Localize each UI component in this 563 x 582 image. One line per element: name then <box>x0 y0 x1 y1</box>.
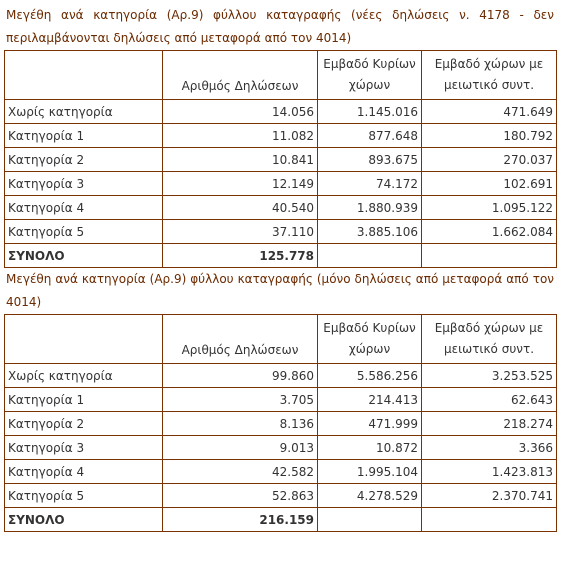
count-cell: 52.863 <box>163 484 318 508</box>
table1 <box>4 50 557 268</box>
row-label: Κατηγορία 4 <box>5 196 163 220</box>
main-area-cell: 74.172 <box>318 172 422 196</box>
row-label: Κατηγορία 1 <box>5 124 163 148</box>
reduced-area-cell: 3.253.525 <box>422 364 557 388</box>
table2-caption: Μεγέθη ανά κατηγορία (Αρ.9) φύλλου καταγραφής (μόνο δηλώσεις από μεταφορά από τον 4014) <box>6 272 554 309</box>
row-label: Χωρίς κατηγορία <box>5 364 163 388</box>
main-area-cell: 1.880.939 <box>318 196 422 220</box>
table-row <box>5 412 557 436</box>
reduced-area-cell: 3.366 <box>422 436 557 460</box>
main-area-cell: 893.675 <box>318 148 422 172</box>
count-cell: 42.582 <box>163 460 318 484</box>
main-area-cell: 3.885.106 <box>318 220 422 244</box>
reduced-area-cell: 471.649 <box>422 100 557 124</box>
total-empty-cell <box>422 508 557 532</box>
row-label: Κατηγορία 5 <box>5 220 163 244</box>
reduced-area-cell: 62.643 <box>422 388 557 412</box>
total-count: 216.159 <box>163 508 318 532</box>
table1-total-row <box>5 244 557 268</box>
table1-header-row <box>5 51 557 100</box>
main-area-cell: 471.999 <box>318 412 422 436</box>
row-label: Κατηγορία 2 <box>5 412 163 436</box>
main-area-cell: 214.413 <box>318 388 422 412</box>
table2-header-main-area: Εμβαδό Κυρίων χώρων <box>318 315 422 364</box>
main-area-cell: 877.648 <box>318 124 422 148</box>
table-row <box>5 460 557 484</box>
reduced-area-cell: 180.792 <box>422 124 557 148</box>
total-empty-cell <box>318 508 422 532</box>
count-cell: 8.136 <box>163 412 318 436</box>
reduced-area-cell: 1.423.813 <box>422 460 557 484</box>
reduced-area-cell: 1.095.122 <box>422 196 557 220</box>
table2-header-row <box>5 315 557 364</box>
count-cell: 3.705 <box>163 388 318 412</box>
table1-caption: Μεγέθη ανά κατηγορία (Αρ.9) φύλλου καταγραφής (νέες δηλώσεις ν. 4178 - δεν περιλαμβάνονται δηλώσεις από μεταφορά από τον 4014) <box>6 8 554 45</box>
row-label: Χωρίς κατηγορία <box>5 100 163 124</box>
reduced-area-cell: 102.691 <box>422 172 557 196</box>
table-row <box>5 388 557 412</box>
table-row <box>5 484 557 508</box>
row-label: Κατηγορία 5 <box>5 484 163 508</box>
reduced-area-cell: 270.037 <box>422 148 557 172</box>
row-label: Κατηγορία 2 <box>5 148 163 172</box>
reduced-area-cell: 1.662.084 <box>422 220 557 244</box>
table2 <box>4 314 557 532</box>
main-area-cell: 5.586.256 <box>318 364 422 388</box>
row-label: Κατηγορία 4 <box>5 460 163 484</box>
table-row <box>5 172 557 196</box>
table-row <box>5 196 557 220</box>
count-cell: 10.841 <box>163 148 318 172</box>
table1-header-empty <box>5 51 163 100</box>
table-row <box>5 364 557 388</box>
table1-header-count: Αριθμός Δηλώσεων <box>163 51 318 100</box>
main-area-cell: 4.278.529 <box>318 484 422 508</box>
main-area-cell: 1.995.104 <box>318 460 422 484</box>
reduced-area-cell: 2.370.741 <box>422 484 557 508</box>
table-row <box>5 220 557 244</box>
table1-header-main-area: Εμβαδό Κυρίων χώρων <box>318 51 422 100</box>
table1-header-reduced-area: Εμβαδό χώρων με μειωτικό συντ. <box>422 51 557 100</box>
table2-header-empty <box>5 315 163 364</box>
table-row <box>5 436 557 460</box>
table2-header-reduced-area: Εμβαδό χώρων με μειωτικό συντ. <box>422 315 557 364</box>
count-cell: 37.110 <box>163 220 318 244</box>
table2-header-count: Αριθμός Δηλώσεων <box>163 315 318 364</box>
row-label: Κατηγορία 3 <box>5 172 163 196</box>
table2-total-row <box>5 508 557 532</box>
reduced-area-cell: 218.274 <box>422 412 557 436</box>
row-label: Κατηγορία 3 <box>5 436 163 460</box>
total-empty-cell <box>422 244 557 268</box>
main-area-cell: 1.145.016 <box>318 100 422 124</box>
total-count: 125.778 <box>163 244 318 268</box>
statistics-document <box>4 4 556 532</box>
total-label: ΣΥΝΟΛΟ <box>5 508 163 532</box>
main-area-cell: 10.872 <box>318 436 422 460</box>
count-cell: 99.860 <box>163 364 318 388</box>
count-cell: 40.540 <box>163 196 318 220</box>
table-row <box>5 148 557 172</box>
total-empty-cell <box>318 244 422 268</box>
row-label: Κατηγορία 1 <box>5 388 163 412</box>
count-cell: 12.149 <box>163 172 318 196</box>
table-row <box>5 124 557 148</box>
table-row <box>5 100 557 124</box>
count-cell: 11.082 <box>163 124 318 148</box>
total-label: ΣΥΝΟΛΟ <box>5 244 163 268</box>
count-cell: 9.013 <box>163 436 318 460</box>
count-cell: 14.056 <box>163 100 318 124</box>
